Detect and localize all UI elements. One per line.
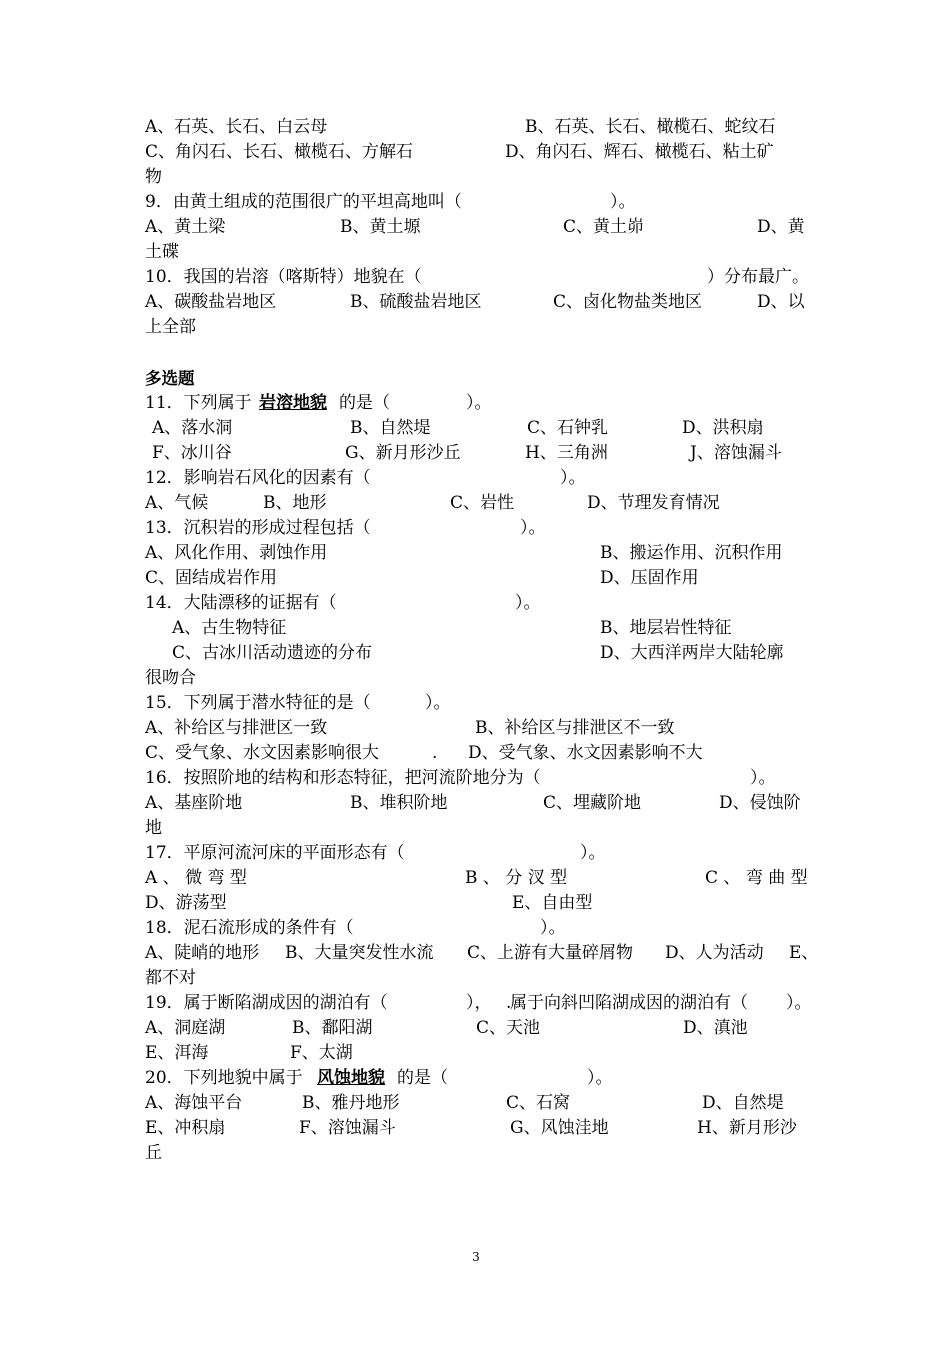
answer-option: A、风化作用、剥蚀作用: [145, 543, 328, 563]
answer-option: H、三角洲: [525, 443, 608, 463]
answer-option: D、洪积扇: [682, 418, 764, 438]
text-line: [145, 1091, 810, 1116]
answer-option: C、石窝: [506, 1093, 571, 1113]
text-line: [145, 716, 810, 741]
answer-option: A、碳酸盐岩地区: [145, 292, 277, 312]
text-line: [145, 491, 810, 516]
answer-option: B、硫酸盐岩地区: [350, 292, 482, 312]
text-segment: ）。: [786, 993, 812, 1013]
answer-option: C、角闪石、长石、橄榄石、方解石: [145, 142, 414, 162]
text-line: [145, 641, 810, 666]
text-line: [145, 666, 810, 691]
answer-option: G、新月形沙丘: [345, 443, 461, 463]
question-stem: 19．属于断陷湖成因的湖泊有（: [145, 993, 388, 1013]
answer-option: D、压固作用: [600, 568, 699, 588]
text-line: [145, 866, 810, 891]
text-segment: 地: [145, 818, 162, 838]
text-segment: ）。: [466, 393, 492, 413]
text-line: [145, 165, 810, 190]
question-stem: 9．由黄土组成的范围很广的平坦高地叫（: [145, 192, 462, 212]
text-line: [145, 541, 810, 566]
answer-option: A、落水洞: [152, 418, 233, 438]
answer-option: A、黄土梁: [145, 217, 226, 237]
text-segment: .: [506, 993, 512, 1013]
text-segment: ）。: [425, 693, 451, 713]
page-number: 3: [472, 1250, 480, 1264]
answer-option: C、黄土峁: [563, 217, 645, 237]
answer-option: G、风蚀洼地: [510, 1118, 609, 1138]
text-line: [145, 315, 810, 340]
text-segment: ）。: [610, 192, 636, 212]
emphasized-term: 岩溶地貌: [259, 393, 327, 413]
text-line: [145, 991, 810, 1016]
text-line: [145, 190, 810, 215]
text-segment: 属于向斜凹陷湖成因的湖泊有（: [510, 993, 748, 1013]
answer-option: C、天池: [476, 1018, 541, 1038]
text-line: [145, 816, 810, 841]
text-segment: 丘: [145, 1143, 162, 1163]
text-line: [145, 366, 810, 391]
answer-option: B、自然堤: [350, 418, 431, 438]
answer-option: D、节理发育情况: [587, 493, 720, 513]
answer-option: D、滇池: [683, 1018, 748, 1038]
text-segment: 的是（: [339, 393, 390, 413]
text-line: [145, 1141, 810, 1166]
question-stem: 11．下列属于: [145, 393, 252, 413]
answer-option: A、陡峭的地形: [145, 943, 260, 963]
question-stem: 14．大陆漂移的证据有（: [145, 593, 337, 613]
answer-option: C、固结成岩作用: [145, 568, 278, 588]
text-line: [145, 916, 810, 941]
question-stem: 16．按照阶地的结构和形态特征，把河流阶地分为（: [145, 768, 541, 788]
question-stem: 15．下列属于潜水特征的是（: [145, 693, 371, 713]
answer-option: C、岩性: [450, 493, 515, 513]
answer-option: A、洞庭湖: [145, 1018, 226, 1038]
answer-option: B、地层岩性特征: [600, 618, 732, 638]
answer-option: B、大量突发性水流: [285, 943, 434, 963]
text-segment: ）。: [580, 843, 606, 863]
answer-option: H、新月形沙: [697, 1118, 797, 1138]
text-line: [145, 1041, 810, 1066]
text-line: [145, 766, 810, 791]
answer-option: D、黄: [757, 217, 805, 237]
text-line: [145, 566, 810, 591]
answer-option: C、上游有大量碎屑物: [467, 943, 634, 963]
text-line: [145, 1116, 810, 1141]
answer-option: F、溶蚀漏斗: [299, 1118, 396, 1138]
answer-option: B、雅丹地形: [302, 1093, 400, 1113]
text-line: [145, 140, 810, 165]
text-line: [145, 741, 810, 766]
text-segment: ）。: [560, 468, 586, 488]
answer-option: D、角闪石、辉石、橄榄石、粘土矿: [505, 142, 774, 162]
text-segment: 物: [145, 167, 162, 187]
text-line: [145, 941, 819, 966]
answer-option: B、堆积阶地: [350, 793, 448, 813]
text-segment: 土碟: [145, 242, 179, 262]
answer-option: A、石英、长石、白云母: [145, 117, 328, 137]
text-line: [145, 1066, 810, 1091]
text-line: [145, 466, 810, 491]
text-line: [145, 591, 810, 616]
answer-option: B、地形: [263, 493, 327, 513]
text-segment: ）。: [540, 918, 566, 938]
answer-option: D、大西洋两岸大陆轮廓: [600, 643, 784, 663]
answer-option: D、以: [757, 292, 805, 312]
emphasized-term: 风蚀地貌: [317, 1068, 385, 1088]
text-line: [145, 841, 810, 866]
question-stem: 12．影响岩石风化的因素有（: [145, 468, 371, 488]
section-heading: 多选题: [145, 369, 195, 388]
text-line: [145, 691, 810, 716]
text-segment: ）。: [515, 593, 541, 613]
answer-option: C、古冰川活动遗迹的分布: [172, 643, 373, 663]
answer-option: A、海蚀平台: [145, 1093, 243, 1113]
text-segment: 上全部: [145, 317, 196, 337]
text-segment: .: [432, 743, 438, 763]
answer-option: C、石钟乳: [527, 418, 609, 438]
text-segment: ），: [466, 993, 492, 1013]
answer-option: B 、 分 汊 型: [465, 868, 568, 888]
text-line: [145, 516, 810, 541]
text-line: [145, 240, 810, 265]
answer-option: E、冲积扇: [145, 1118, 226, 1138]
text-line: [145, 115, 810, 140]
answer-option: D、自然堤: [702, 1093, 784, 1113]
answer-option: D、侵蚀阶: [719, 793, 801, 813]
question-stem: 18．泥石流形成的条件有（: [145, 918, 354, 938]
question-stem: 13．沉积岩的形成过程包括（: [145, 518, 371, 538]
answer-option: B、搬运作用、沉积作用: [600, 543, 783, 563]
answer-option: D、游荡型: [145, 893, 227, 913]
text-segment: 很吻合: [145, 668, 196, 688]
question-stem: 10．我国的岩溶（喀斯特）地貌在（: [145, 267, 422, 287]
text-line: [145, 391, 810, 416]
text-line: [145, 265, 810, 290]
answer-option: D、人为活动: [665, 943, 764, 963]
answer-option: A 、 微 弯 型: [145, 868, 247, 888]
text-segment: ）。: [520, 518, 546, 538]
answer-option: D、受气象、水文因素影响不大: [468, 743, 703, 763]
answer-option: C、埋藏阶地: [543, 793, 642, 813]
question-stem: 17．平原河流河床的平面形态有（: [145, 843, 405, 863]
answer-option: C、卤化物盐类地区: [553, 292, 703, 312]
text-line: [145, 791, 810, 816]
answer-option: J、溶蚀漏斗: [690, 443, 782, 463]
answer-option: A、气候: [145, 493, 209, 513]
answer-option: E、洱海: [145, 1043, 209, 1063]
answer-option: B、补给区与排泄区不一致: [475, 718, 675, 738]
answer-option: B、石英、长石、橄榄石、蛇纹石: [525, 117, 776, 137]
text-line: [145, 441, 810, 466]
text-segment: ）。: [587, 1068, 613, 1088]
answer-option: E、自由型: [512, 893, 593, 913]
answer-option: F、冰川谷: [152, 443, 232, 463]
text-line: [145, 1016, 810, 1041]
text-segment: ）。: [750, 768, 776, 788]
text-line: [145, 416, 810, 441]
text-line: [145, 290, 810, 315]
answer-option: A、古生物特征: [172, 618, 287, 638]
text-line: [145, 966, 810, 991]
answer-option: A、基座阶地: [145, 793, 243, 813]
text-line: [145, 215, 810, 240]
answer-option: C、受气象、水文因素影响很大: [145, 743, 380, 763]
answer-option: E、: [789, 943, 819, 963]
answer-option: F、太湖: [290, 1043, 353, 1063]
answer-option: B、鄱阳湖: [292, 1018, 373, 1038]
answer-option: A、补给区与排泄区一致: [145, 718, 328, 738]
question-stem: 20．下列地貌中属于: [145, 1068, 303, 1088]
text-segment: ）分布最广。: [707, 267, 809, 287]
answer-option: C 、 弯 曲 型: [705, 868, 808, 888]
text-line: [145, 616, 810, 641]
text-segment: 的是（: [397, 1068, 448, 1088]
text-segment: 都不对: [145, 968, 196, 988]
text-line: [145, 891, 810, 916]
answer-option: B、黄土塬: [340, 217, 421, 237]
